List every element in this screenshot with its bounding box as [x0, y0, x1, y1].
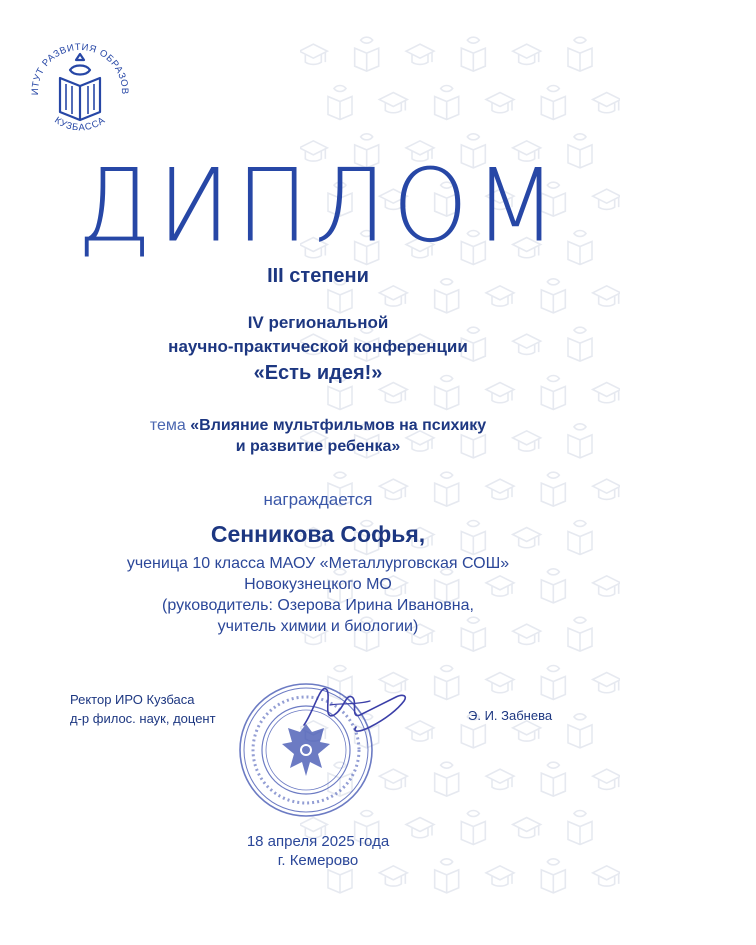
- book-emblem-icon: [568, 37, 592, 71]
- footer-block: [0, 832, 636, 870]
- book-emblem-icon: [541, 666, 565, 700]
- awarded-label: награждается: [263, 490, 373, 509]
- theme-line-2: и развитие ребенка»: [235, 438, 401, 455]
- details-line-2: Новокузнецкого МО: [244, 576, 392, 593]
- book-emblem-icon: [541, 86, 565, 120]
- details-line-4: учитель химии и биологии): [217, 618, 419, 635]
- graduation-cap-icon: [379, 286, 407, 306]
- logo-arc-text: ИТУТ РАЗВИТИЯ ОБРАЗОВ: [29, 41, 131, 96]
- footer-city: г. Кемерово: [277, 852, 359, 869]
- theme-label: тема: [149, 417, 186, 434]
- theme-line-1: «Влияние мультфильмов на психику: [190, 417, 487, 434]
- institute-logo: [20, 30, 140, 150]
- book-emblem-icon: [435, 762, 459, 796]
- graduation-cap-icon: [300, 44, 327, 64]
- diploma-title: ДИПЛОМ: [77, 147, 563, 265]
- graduation-cap-icon: [593, 769, 620, 789]
- svg-text:ИНСТИТУТ РАЗВИТИЯ ОБРАЗОВАНИЯ: [20, 30, 130, 95]
- graduation-cap-icon: [593, 286, 620, 306]
- graduation-cap-icon: [513, 44, 541, 64]
- logo-bottom-text: КУЗБАССА: [52, 114, 108, 134]
- book-emblem-icon: [435, 666, 459, 700]
- graduation-cap-icon: [486, 286, 514, 306]
- signatory-position: [70, 690, 216, 728]
- recipient-details: [0, 553, 636, 637]
- graduation-cap-icon: [379, 383, 407, 403]
- graduation-cap-icon: [486, 769, 514, 789]
- conference-line-1: IV региональной: [247, 313, 389, 332]
- book-emblem-icon: [568, 714, 592, 748]
- graduation-cap-icon: [593, 383, 620, 403]
- graduation-cap-icon: [593, 673, 620, 693]
- conference-name: «Есть идея!»: [253, 362, 383, 384]
- handwritten-signature: [300, 675, 420, 745]
- signatory-position-1: Ректор ИРО Кузбаса: [70, 692, 195, 707]
- graduation-cap-icon: [486, 673, 514, 693]
- signatory-name: Э. И. Забнева: [468, 708, 553, 723]
- book-emblem-icon: [461, 37, 485, 71]
- graduation-cap-icon: [513, 721, 541, 741]
- conference-block: [0, 311, 636, 385]
- book-emblem-icon: [60, 54, 100, 120]
- recipient-name: Сенникова Софья,: [210, 521, 426, 547]
- graduation-cap-icon: [379, 93, 407, 113]
- theme-block: [0, 415, 636, 457]
- degree: III степени: [267, 265, 369, 287]
- book-emblem-icon: [328, 86, 352, 120]
- details-line-1: ученица 10 класса МАОУ «Металлурговская СОШ»: [126, 555, 510, 572]
- graduation-cap-icon: [486, 93, 514, 113]
- book-emblem-icon: [541, 762, 565, 796]
- signatory-position-2: д-р филос. наук, доцент: [70, 711, 216, 726]
- graduation-cap-icon: [593, 93, 620, 113]
- graduation-cap-icon: [486, 383, 514, 403]
- book-emblem-icon: [435, 86, 459, 120]
- book-emblem-icon: [355, 37, 379, 71]
- details-line-3: (руководитель: Озерова Ирина Ивановна,: [162, 597, 474, 614]
- conference-line-2: научно-практической конференции: [168, 337, 468, 356]
- graduation-cap-icon: [379, 769, 407, 789]
- footer-date: 18 апреля 2025 года: [246, 833, 390, 850]
- graduation-cap-icon: [406, 44, 434, 64]
